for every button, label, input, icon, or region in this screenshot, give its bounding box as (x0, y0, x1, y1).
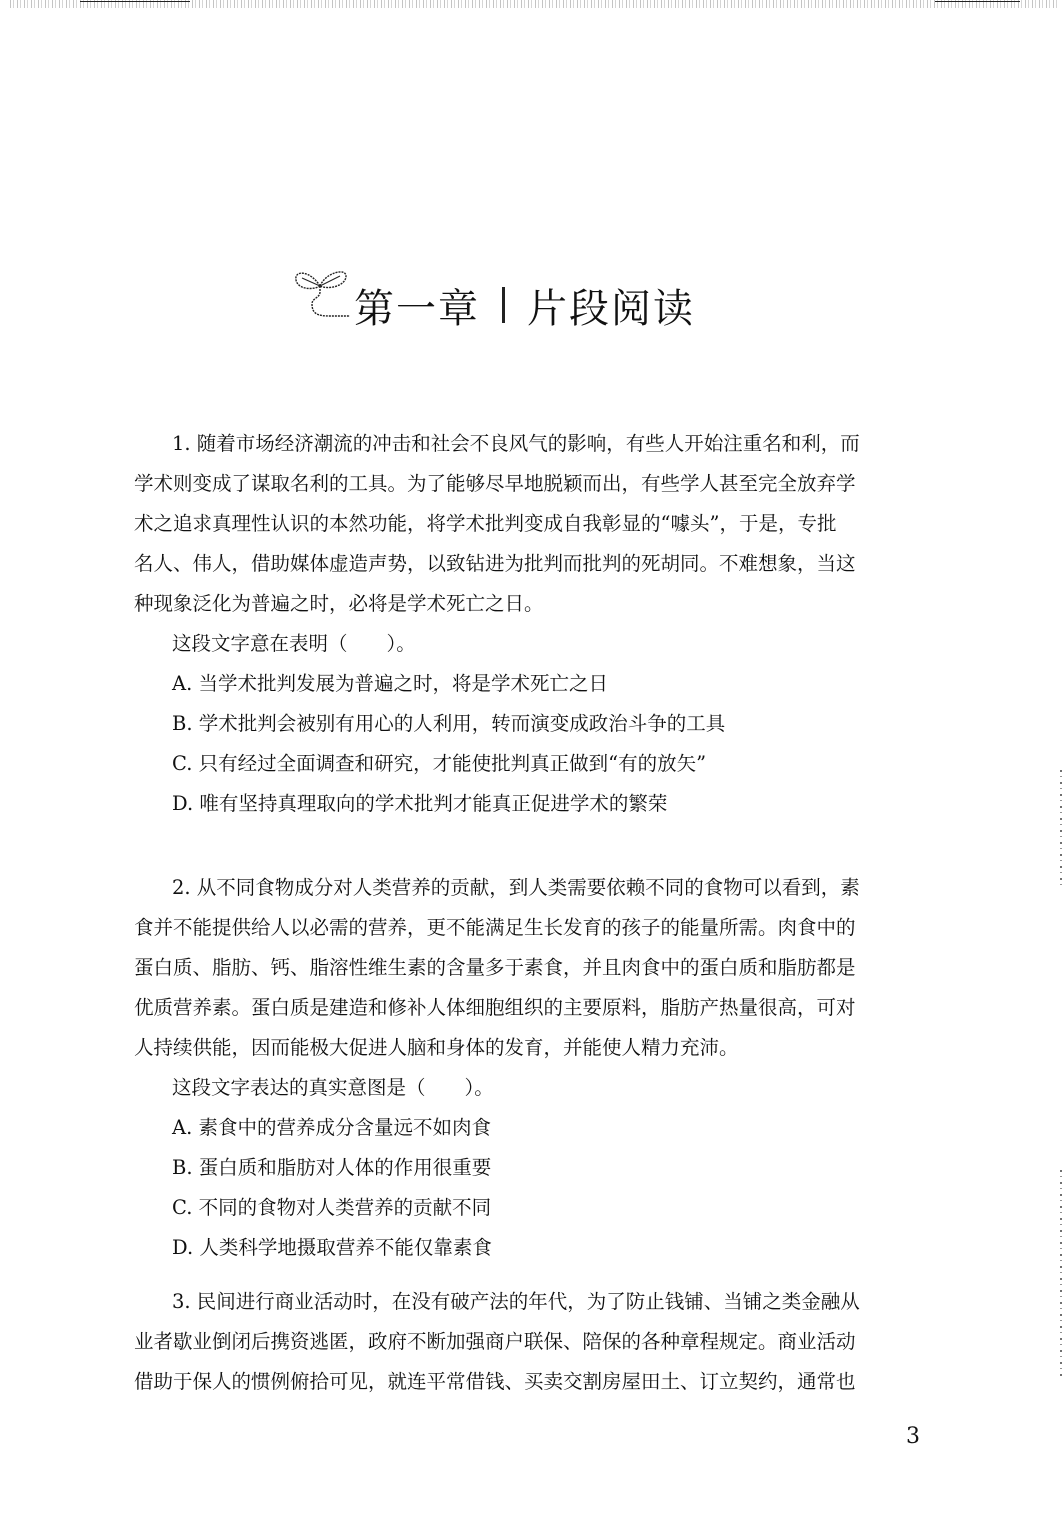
option-d[interactable]: D. 唯有坚持真理取向的学术批判才能真正促进学术的繁荣 (172, 792, 668, 815)
option-a[interactable]: A. 素食中的营养成分含量远不如肉食 (172, 1116, 491, 1139)
stem-line: 学术则变成了谋取名利的工具。为了能够尽早地脱颖而出，有些学人甚至完全放弃学 (134, 472, 856, 495)
scan-artifact-edge (1060, 770, 1062, 890)
question-stem (134, 424, 924, 624)
question-stem (134, 1282, 924, 1402)
chapter-separator (502, 287, 505, 323)
question-prompt: 这段文字表达的真实意图是（ ）。 (172, 1076, 494, 1099)
stem-line: 术之追求真理性认识的本然功能，将学术批判变成自我彰显的“噱头”，于是，专批 (134, 512, 837, 535)
question-stem (134, 868, 924, 1068)
stem-line: 业者歇业倒闭后携资逃匿，政府不断加强商户联保、陪保的各种章程规定。商业活动 (134, 1330, 856, 1353)
chapter-number: 第一章 (354, 285, 480, 332)
sprout-icon (290, 264, 350, 324)
stem-line: 借助于保人的惯例俯拾可见，就连平常借钱、买卖交割房屋田土、订立契约，通常也 (134, 1370, 856, 1393)
stem-line: 食并不能提供给人以必需的营养，更不能满足生长发育的孩子的能量所需。肉食中的 (134, 916, 856, 939)
question-prompt: 这段文字意在表明（ ）。 (172, 632, 416, 655)
chapter-name: 片段阅读 (527, 285, 695, 332)
stem-line: 名人、伟人，借助媒体虚造声势，以致钻进为批判而批判的死胡同。不难想象，当这 (134, 552, 856, 575)
option-a[interactable]: A. 当学术批判发展为普遍之时，将是学术死亡之日 (172, 672, 608, 695)
stem-line: 3. 民间进行商业活动时，在没有破产法的年代，为了防止钱铺、当铺之类金融从 (172, 1290, 860, 1313)
stem-line: 2. 从不同食物成分对人类营养的贡献，到人类需要依赖不同的食物可以看到，素 (172, 876, 860, 899)
scan-artifact-edge (1060, 1170, 1062, 1380)
question-1 (134, 424, 924, 824)
stem-line: 优质营养素。蛋白质是建造和修补人体细胞组织的主要原料，脂肪产热量很高，可对 (134, 996, 856, 1019)
chapter-title (354, 277, 695, 334)
scan-artifact-line (80, 1, 190, 2)
chapter-header (290, 258, 695, 338)
option-c[interactable]: C. 不同的食物对人类营养的贡献不同 (172, 1196, 492, 1219)
scan-artifact-line (935, 1, 1020, 2)
page-number: 3 (906, 1424, 920, 1449)
option-b[interactable]: B. 学术批判会被别有用心的人利用，转而演变成政治斗争的工具 (172, 712, 726, 735)
option-c[interactable]: C. 只有经过全面调查和研究，才能使批判真正做到“有的放矢” (172, 752, 707, 775)
question-2 (134, 868, 924, 1268)
question-3 (134, 1282, 924, 1402)
stem-line: 1. 随着市场经济潮流的冲击和社会不良风气的影响，有些人开始注重名和利，而 (172, 432, 860, 455)
stem-line: 种现象泛化为普遍之时，必将是学术死亡之日。 (134, 592, 544, 615)
option-d[interactable]: D. 人类科学地摄取营养不能仅靠素食 (172, 1236, 492, 1259)
stem-line: 人持续供能，因而能极大促进人脑和身体的发育，并能使人精力充沛。 (134, 1036, 739, 1059)
stem-line: 蛋白质、脂肪、钙、脂溶性维生素的含量多于素食，并且肉食中的蛋白质和脂肪都是 (134, 956, 856, 979)
option-b[interactable]: B. 蛋白质和脂肪对人体的作用很重要 (172, 1156, 492, 1179)
